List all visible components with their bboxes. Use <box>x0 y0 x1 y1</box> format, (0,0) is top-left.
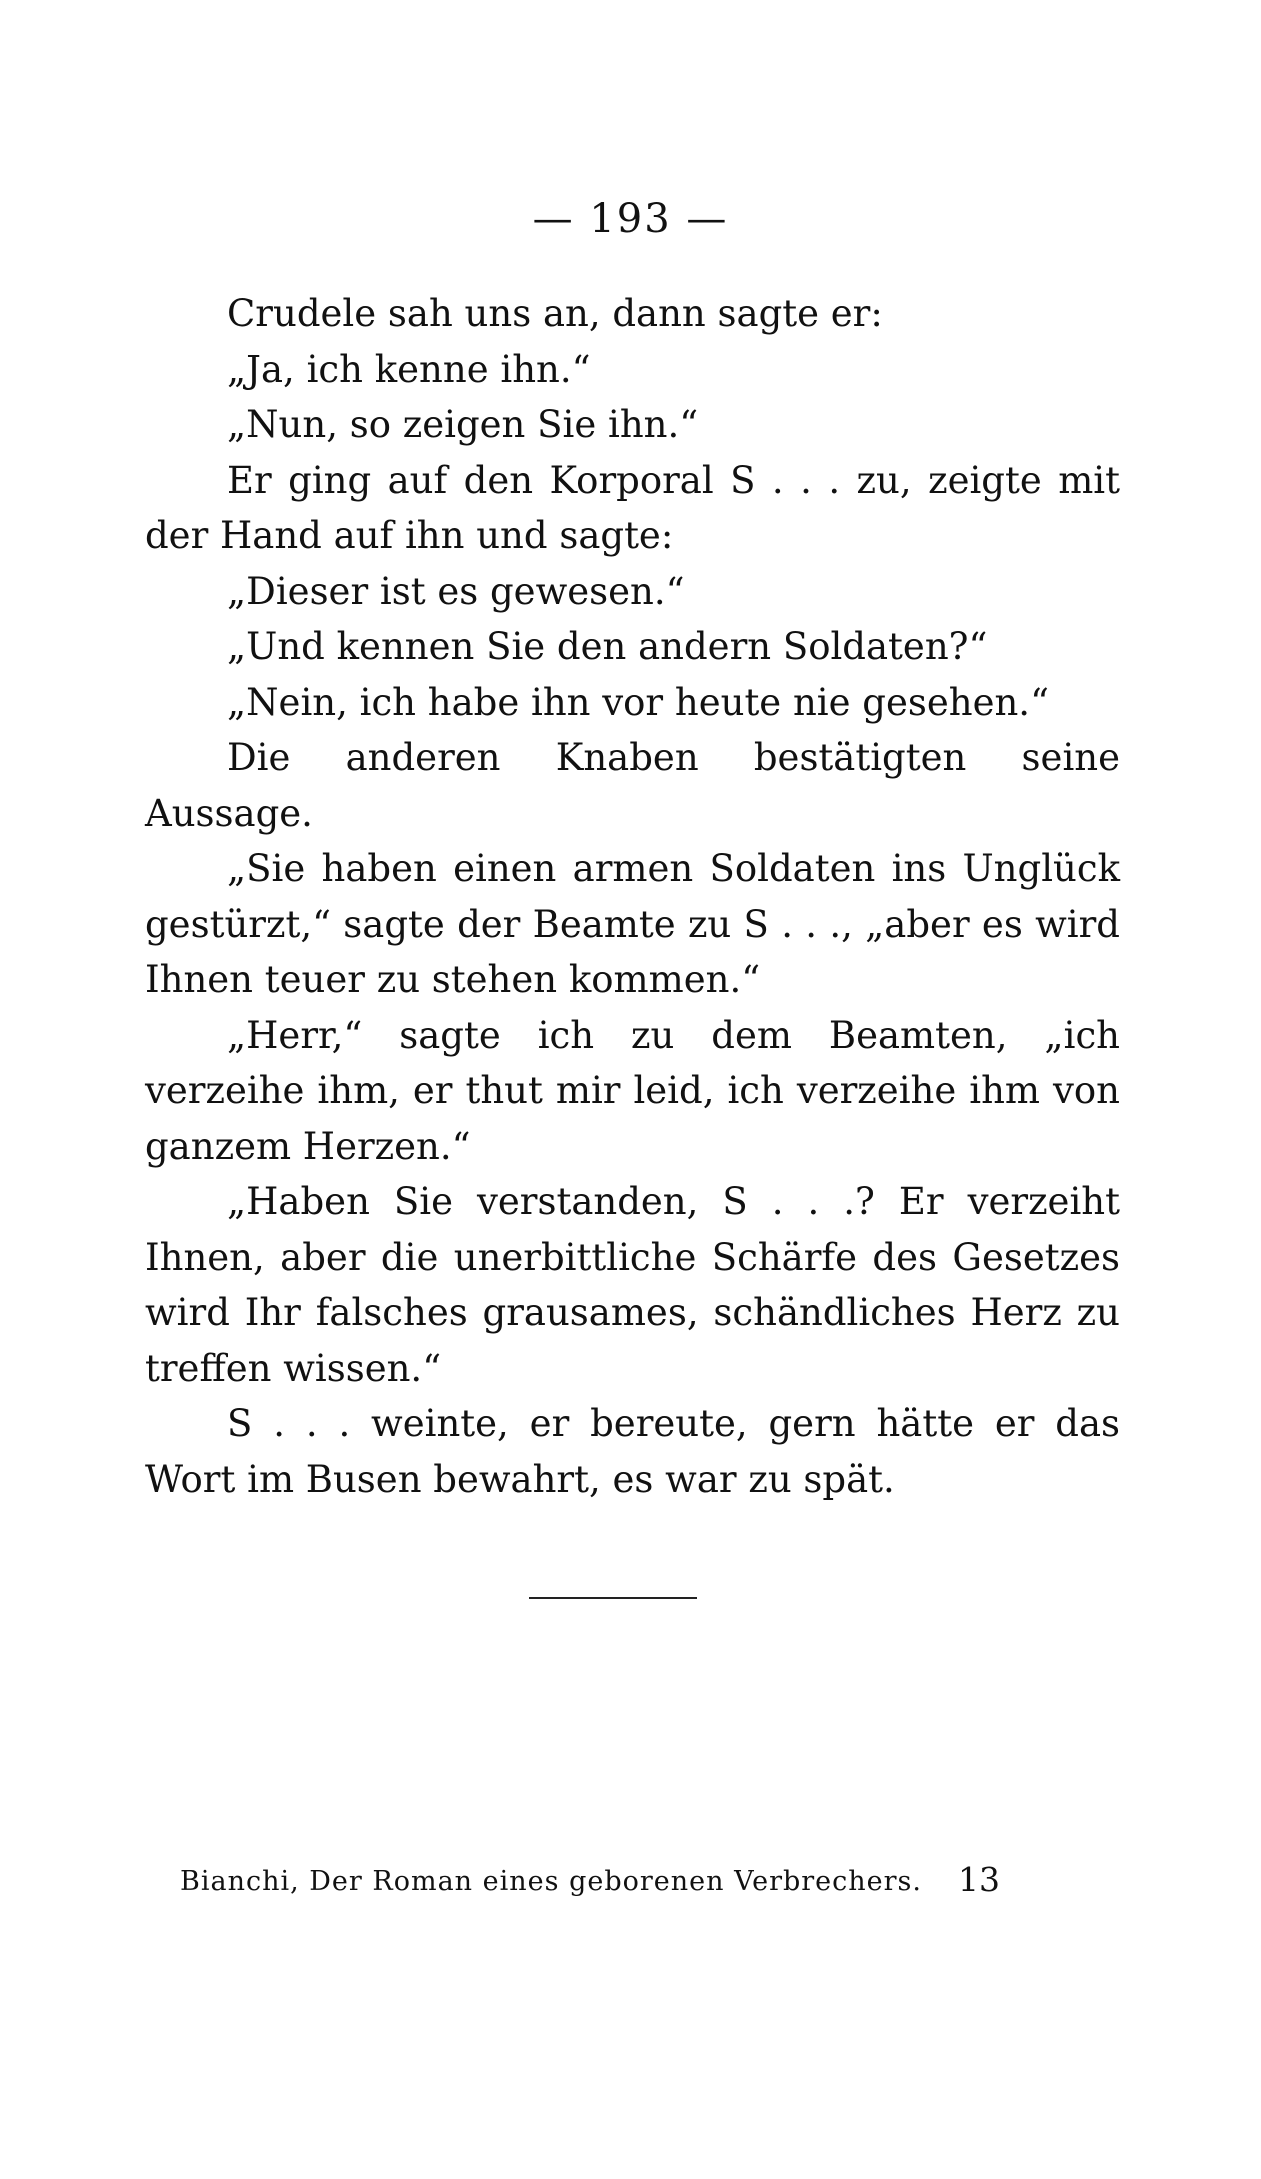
paragraph: „Dieser ist es gewesen.“ <box>227 569 685 613</box>
signature-mark: 13 <box>958 1860 1000 1899</box>
paragraph: Die anderen Knaben bestätigten seine Aussage. <box>145 736 1120 835</box>
page-number: — 193 — <box>532 196 729 242</box>
paragraph: S . . . weinte, er bereute, gern hätte er das Wort im Busen bewahrt, es war zu spät. <box>145 1402 1120 1501</box>
page-footer <box>180 1860 1000 1906</box>
paragraph: „Ja, ich kenne ihn.“ <box>227 347 591 391</box>
paragraph: „Und kennen Sie den andern Soldaten?“ <box>227 625 988 668</box>
paragraph: „Haben Sie verstanden, S . . .? Er verzeiht Ihnen, aber die unerbittliche Schärfe des Gesetzes wird Ihr falsches grausames, schändliches Herz zu treffen wissen.“ <box>145 1180 1120 1390</box>
paragraph: „Nun, so zeigen Sie ihn.“ <box>227 403 699 446</box>
paragraph: „Herr,“ sagte ich zu dem Beamten, „ich verzeihe ihm, er thut mir leid, ich verzeihe ihm von ganzem Herzen.“ <box>145 1013 1120 1168</box>
paragraph: „Sie haben einen armen Soldaten ins Unglück gestürzt,“ sagte der Beamte zu S . . ., „aber es wird Ihnen teuer zu stehen kommen.“ <box>145 847 1120 1001</box>
paragraph: Er ging auf den Korporal S . . . zu, zeigte mit der Hand auf ihn und sagte: <box>145 458 1120 557</box>
footer-book-title: Bianchi, Der Roman eines geborenen Verbrechers. <box>180 1866 922 1897</box>
body-text <box>145 286 1120 1507</box>
paragraph: Crudele sah uns an, dann sagte er: <box>227 292 883 335</box>
paragraph: „Nein, ich habe ihn vor heute nie gesehen.“ <box>227 680 1049 724</box>
section-divider <box>529 1597 697 1599</box>
